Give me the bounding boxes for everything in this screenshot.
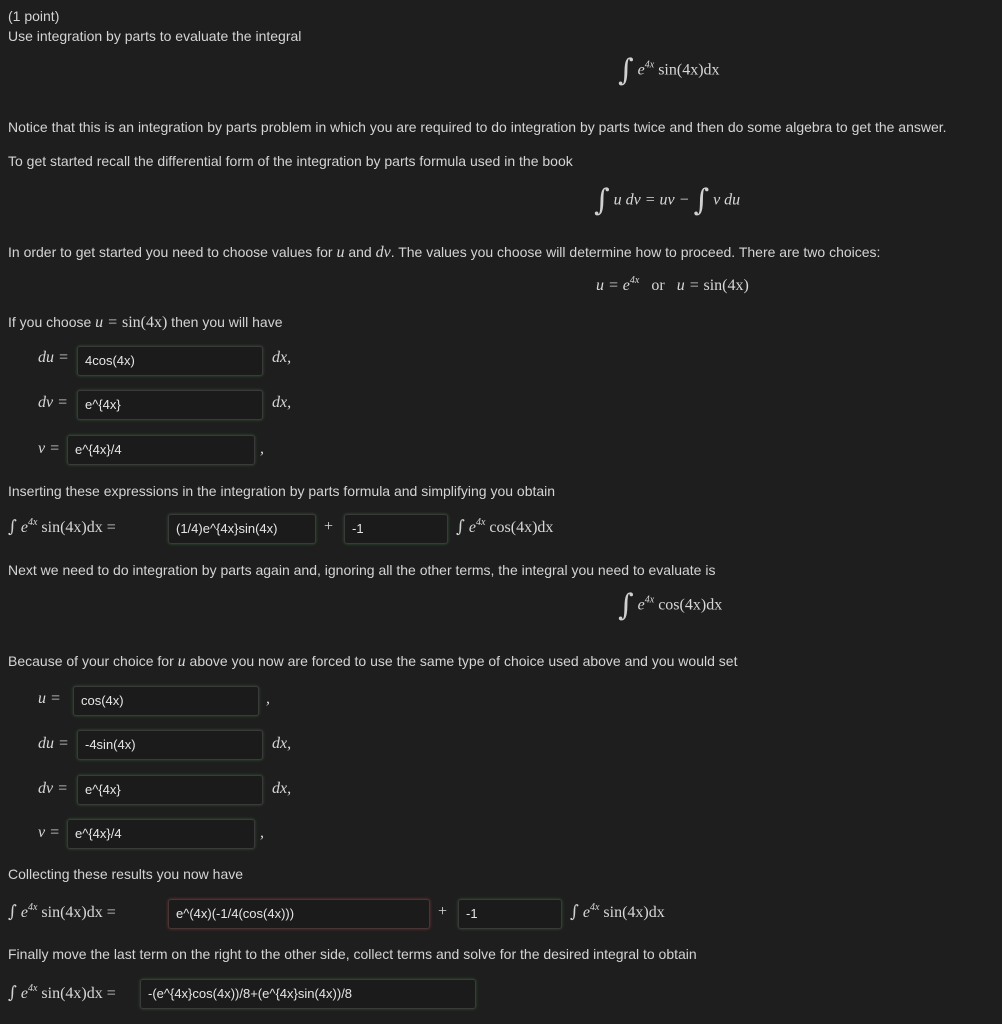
du2-input[interactable]: -4sin(4x) [77,730,263,760]
points-label: (1 point) [8,8,60,24]
notice-text: Notice that this is an integration by parts problem in which you are required to do integration by parts twice and then do some algebra to get the answer. [8,119,947,135]
first-result-lhs: ∫ $e^{4x}$ sin(4x)dx = [8,517,116,537]
dv2-input[interactable]: e^{4x} [77,775,263,805]
dv-label: dv = [38,394,68,411]
first-term-input[interactable]: (1/4)e^{4x}sin(4x) [168,514,316,544]
v-input[interactable]: e^{4x}/4 [67,435,255,465]
second-term-input[interactable]: e^(4x)(-1/4(cos(4x))) [168,899,430,929]
v2-label: v = [38,824,60,841]
du-suffix: dx, [272,349,292,366]
first-choice-intro: If you choose u = sin(4x) then you will have [8,314,283,331]
dv2-suffix: dx, [272,780,292,797]
final-text: Finally move the last term on the right to the other side, collect terms and solve for the desired integral to obtain [8,946,697,962]
integral-sign: ∫ [618,53,634,88]
final-answer-input[interactable]: -(e^{4x}cos(4x))/8+(e^{4x}sin(4x))/8 [140,979,476,1009]
final-result-lhs: ∫ $e^{4x}$ sin(4x)dx = [8,983,116,1003]
instruction-text: Use integration by parts to evaluate the integral [8,28,302,44]
v-label: v = [38,440,60,457]
second-coef-input[interactable]: -1 [458,899,562,929]
v-suffix: , [260,440,264,457]
integral-sign: ∫ [594,183,610,218]
du2-label: du = [38,735,69,752]
integral-sign: ∫ [618,588,634,623]
u2-suffix: , [266,690,270,707]
main-integral: ∫ $e^{4x}$ sin(4x)dx [618,53,720,88]
second-result-rhs: ∫ $e^{4x}$ sin(4x)dx [570,902,665,922]
ibp-formula: ∫ u dv = uv − ∫ v du [594,183,741,218]
collect-text: Collecting these results you now have [8,866,244,882]
v2-input[interactable]: e^{4x}/4 [67,819,255,849]
first-coef-input[interactable]: -1 [344,514,448,544]
because-text: Because of your choice for u above you now are forced to use the same type of choice used above and you would set [8,653,738,670]
du-input[interactable]: 4cos(4x) [77,346,263,376]
insert-text: Inserting these expressions in the integration by parts formula and simplifying you obtain [8,483,556,499]
v2-suffix: , [260,824,264,841]
integral-sign: ∫ [693,183,710,218]
choose-text: In order to get started you need to choose values for u and dv. The values you choose will determine how to proceed. There are two choices: [8,244,881,261]
plus-sign: + [438,903,448,920]
recall-text: To get started recall the differential form of the integration by parts formula used in the book [8,153,573,169]
plus-sign: + [324,518,334,535]
du2-suffix: dx, [272,735,292,752]
dv2-label: dv = [38,780,68,797]
dv-suffix: dx, [272,394,292,411]
second-integral: ∫ $e^{4x}$ cos(4x)dx [618,588,723,623]
second-result-lhs: ∫ $e^{4x}$ sin(4x)dx = [8,902,116,922]
u2-input[interactable]: cos(4x) [73,686,259,716]
u-choices: $u = e^{4x}$ or u = sin(4x) [596,275,749,294]
dv-input[interactable]: e^{4x} [77,390,263,420]
u2-label: u = [38,690,61,707]
du-label: du = [38,349,69,366]
first-result-rhs: ∫ $e^{4x}$ cos(4x)dx [456,517,554,537]
next-text: Next we need to do integration by parts again and, ignoring all the other terms, the integral you need to evaluate is [8,562,716,578]
